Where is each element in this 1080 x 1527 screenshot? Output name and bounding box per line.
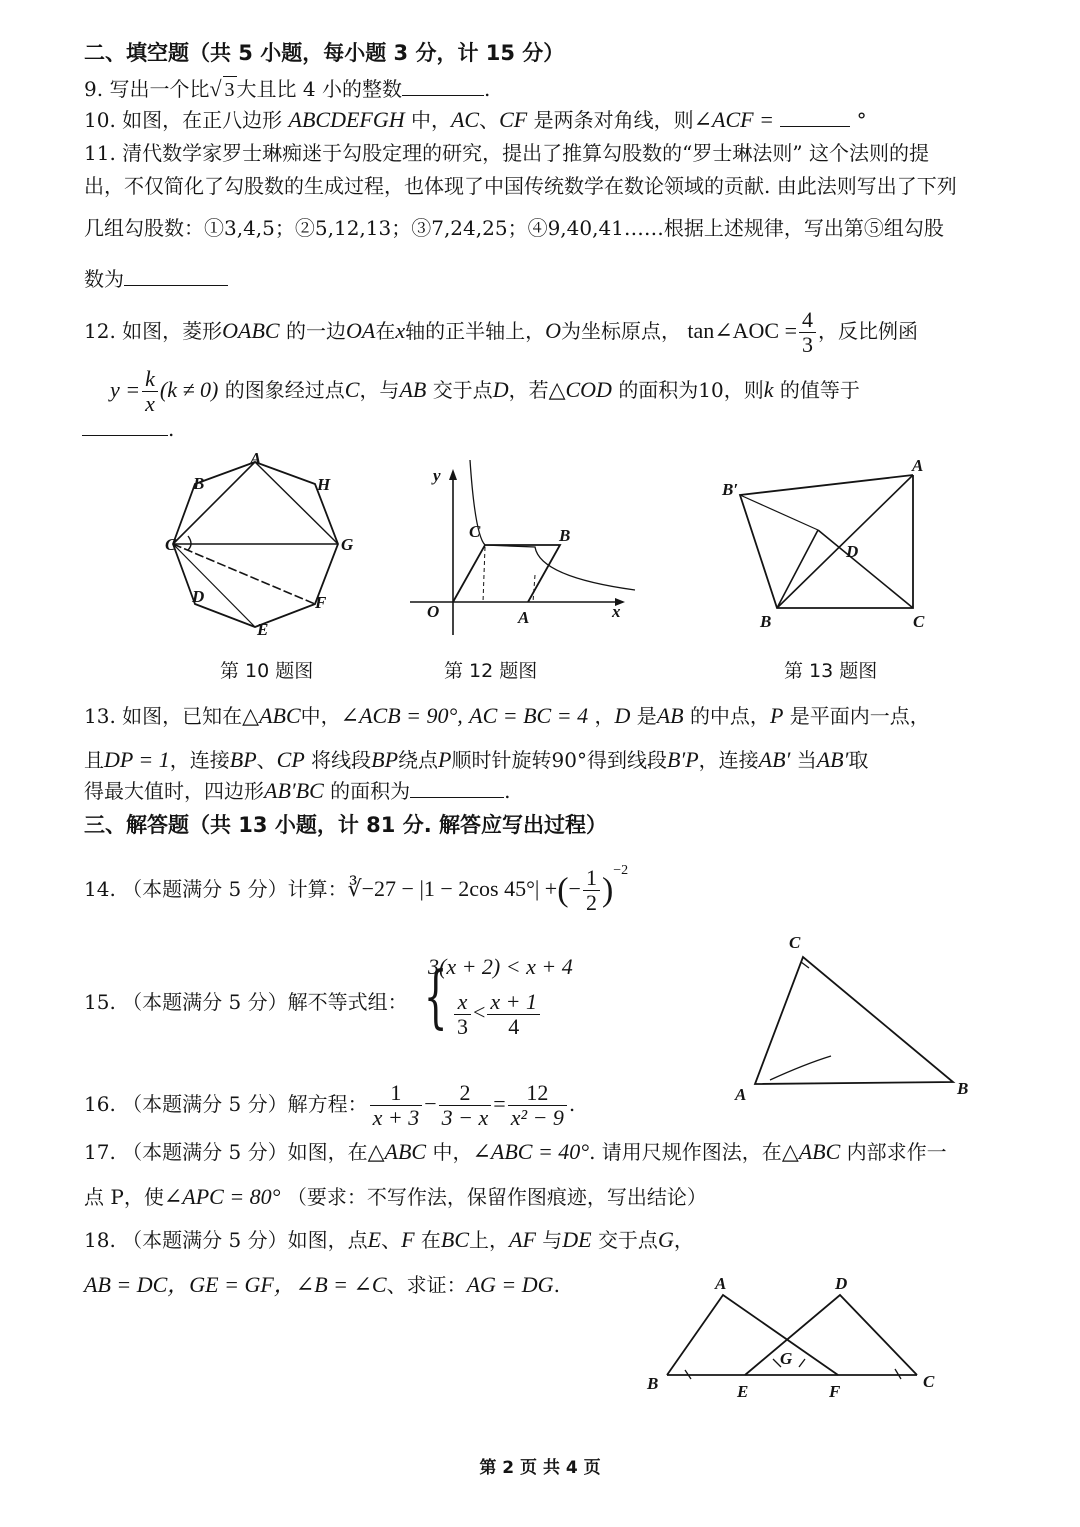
segment-b-a-f bbox=[667, 1295, 838, 1375]
question-17-line-1: 17. （本题满分 5 分）如图，在△ABC 中，∠ABC = 40°. 请用尺规作图法，在△ABC 内部求作一 bbox=[84, 1139, 947, 1164]
diagonal-ac bbox=[173, 462, 255, 544]
rhombus bbox=[453, 545, 560, 602]
figure-18 bbox=[645, 1275, 945, 1405]
caption-figure-13: 第 13 题图 bbox=[784, 660, 878, 682]
figure-17-triangle bbox=[735, 932, 975, 1107]
label-g: G bbox=[780, 1349, 793, 1368]
inequality-1: 3(x + 2) < x + 4 bbox=[428, 954, 573, 979]
question-13-line-3: 得最大值时，四边形AB′BC 的面积为 . bbox=[84, 778, 511, 803]
label-b: B bbox=[647, 1374, 659, 1393]
question-18-line-1: 18. （本题满分 5 分）如图，点E、F 在BC上，AF 与DE 交于点G， bbox=[84, 1227, 694, 1252]
segment-b-prime-p bbox=[740, 495, 818, 530]
label-a: A bbox=[715, 1274, 727, 1293]
question-13-line-2: 且DP = 1，连接BP、CP 将线段BP绕点P顺时针旋转90°得到线段B′P，连接AB′ 当AB′取 bbox=[84, 747, 869, 772]
caption-figure-10: 第 10 题图 bbox=[220, 660, 314, 682]
inequality-2: $\frac{x}{3}$ < $\frac{x + 1}{4}$ bbox=[452, 990, 542, 1039]
question-12-line-3: . bbox=[82, 416, 174, 442]
answer-blank-10 bbox=[780, 108, 850, 127]
label-a: A bbox=[250, 449, 262, 468]
label-c: C bbox=[913, 612, 925, 631]
figure-12-coordinate bbox=[405, 455, 645, 645]
label-a: A bbox=[912, 456, 924, 475]
question-9: 9. 写出一个比√ 3 大且比 4 小的整数 . bbox=[84, 76, 491, 101]
diagonal-ce bbox=[173, 544, 255, 627]
label-b: B bbox=[193, 474, 205, 493]
caption-figure-12: 第 12 题图 bbox=[444, 660, 538, 682]
section-2-title: 二、填空题（共 5 小题，每小题 3 分，计 15 分） bbox=[84, 41, 565, 65]
angle-mark bbox=[188, 536, 191, 550]
label-b: B bbox=[559, 526, 571, 545]
question-11-line-3: 几组勾股数：①3,4,5；②5,12,13；③7,24,25；④9,40,41……根据上述规律，写出第⑤组勾股 bbox=[84, 216, 944, 240]
label-c: C bbox=[923, 1372, 935, 1391]
fraction-k-over-x: $\frac{k}{x}$ bbox=[142, 367, 158, 416]
segment-ab bbox=[777, 475, 913, 608]
label-c: C bbox=[789, 933, 801, 952]
hyperbola bbox=[470, 460, 635, 590]
question-15: 15. （本题满分 5 分）解不等式组： bbox=[84, 990, 408, 1014]
question-14: 14. （本题满分 5 分）计算：∛−27 − |1 − 2cos 45°| +(− $\frac{1}{2}$ )$^{-2}$ bbox=[84, 863, 629, 915]
answer-blank-12 bbox=[82, 417, 168, 436]
question-11-line-2: 出，不仅简化了勾股数的生成过程，也体现了中国传统数学在数论领域的贡献. 由此法则写出了下列 bbox=[84, 174, 957, 198]
question-12-line-1: 12. 如图，菱形OABC 的一边OA在x轴的正半轴上，O为坐标原点， tan∠AOC = $\frac{4}{3}$ ，反比例函 bbox=[84, 307, 918, 357]
angle-tick bbox=[801, 962, 809, 968]
fraction-one-half: $\frac{1}{2}$ bbox=[583, 866, 600, 915]
quadrilateral bbox=[740, 475, 913, 608]
question-16: 16. （本题满分 5 分）解方程： $\frac{1}{x + 3}$ − $\frac{2}{3 - x}$ = $\frac{12}{\text{x² − 9}}$ . bbox=[84, 1080, 576, 1130]
label-d: D bbox=[835, 1274, 848, 1293]
label-g: G bbox=[341, 535, 354, 554]
construction-arc bbox=[770, 1056, 831, 1080]
figure-13 bbox=[720, 455, 940, 635]
label-a: A bbox=[518, 608, 530, 627]
question-11-line-4: 数为 bbox=[84, 266, 228, 292]
question-12-line-2: y = $\frac{k}{x}$ (k ≠ 0) 的图象经过点C，与AB 交于点D，若△COD 的面积为10，则k 的值等于 bbox=[110, 366, 860, 416]
dashed-guide-1 bbox=[483, 547, 485, 602]
label-b: B bbox=[957, 1079, 969, 1098]
answer-blank-11 bbox=[124, 267, 228, 286]
question-17-line-2: 点 P，使∠APC = 80° （要求：不写作法，保留作图痕迹，写出结论） bbox=[84, 1184, 707, 1209]
segment-pc bbox=[818, 530, 913, 608]
triangle-abc bbox=[755, 957, 953, 1084]
label-y: y bbox=[433, 466, 441, 485]
segment-e-d-c bbox=[745, 1295, 917, 1375]
label-a: A bbox=[735, 1085, 747, 1104]
question-11-line-1: 11. 清代数学家罗士琳痴迷于勾股定理的研究，提出了推算勾股数的“罗士琳法则” 这个法则的提 bbox=[84, 141, 929, 165]
label-f: F bbox=[315, 593, 327, 612]
label-o: O bbox=[427, 602, 440, 621]
figure-10-octagon bbox=[165, 449, 370, 640]
label-d: D bbox=[192, 587, 205, 606]
label-e: E bbox=[257, 620, 269, 639]
label-c: C bbox=[469, 522, 481, 541]
label-f: F bbox=[829, 1382, 841, 1401]
question-10: 10. 如图，在正八边形 ABCDEFGH 中，AC、CF 是两条对角线，则∠ACF = ° bbox=[84, 107, 867, 132]
question-13-line-1: 13. 如图，已知在△ABC中，∠ACB = 90°, AC = BC = 4 ，D 是AB 的中点，P 是平面内一点， bbox=[84, 703, 930, 728]
tick-marks bbox=[685, 1359, 901, 1379]
answer-blank-13 bbox=[410, 779, 504, 798]
label-b-prime: B′ bbox=[722, 480, 739, 499]
label-d: D bbox=[846, 542, 859, 561]
label-c: C bbox=[165, 535, 177, 554]
question-18-line-2: AB = DC，GE = GF，∠B = ∠C、求证：AG = DG. bbox=[84, 1272, 560, 1297]
label-x: x bbox=[612, 602, 621, 621]
section-3-title: 三、解答题（共 13 小题，计 81 分. 解答应写出过程） bbox=[84, 813, 607, 837]
fraction-4-over-3: $\frac{4}{3}$ bbox=[799, 308, 816, 357]
answer-blank-9 bbox=[402, 77, 484, 96]
label-h: H bbox=[317, 475, 331, 494]
label-e: E bbox=[737, 1382, 749, 1401]
page-footer: 第 2 页 共 4 页 bbox=[479, 1458, 601, 1478]
sqrt-3: 3 bbox=[223, 76, 237, 103]
y-axis-arrow bbox=[449, 469, 457, 480]
segment-bp bbox=[777, 530, 818, 608]
label-b: B bbox=[760, 612, 772, 631]
